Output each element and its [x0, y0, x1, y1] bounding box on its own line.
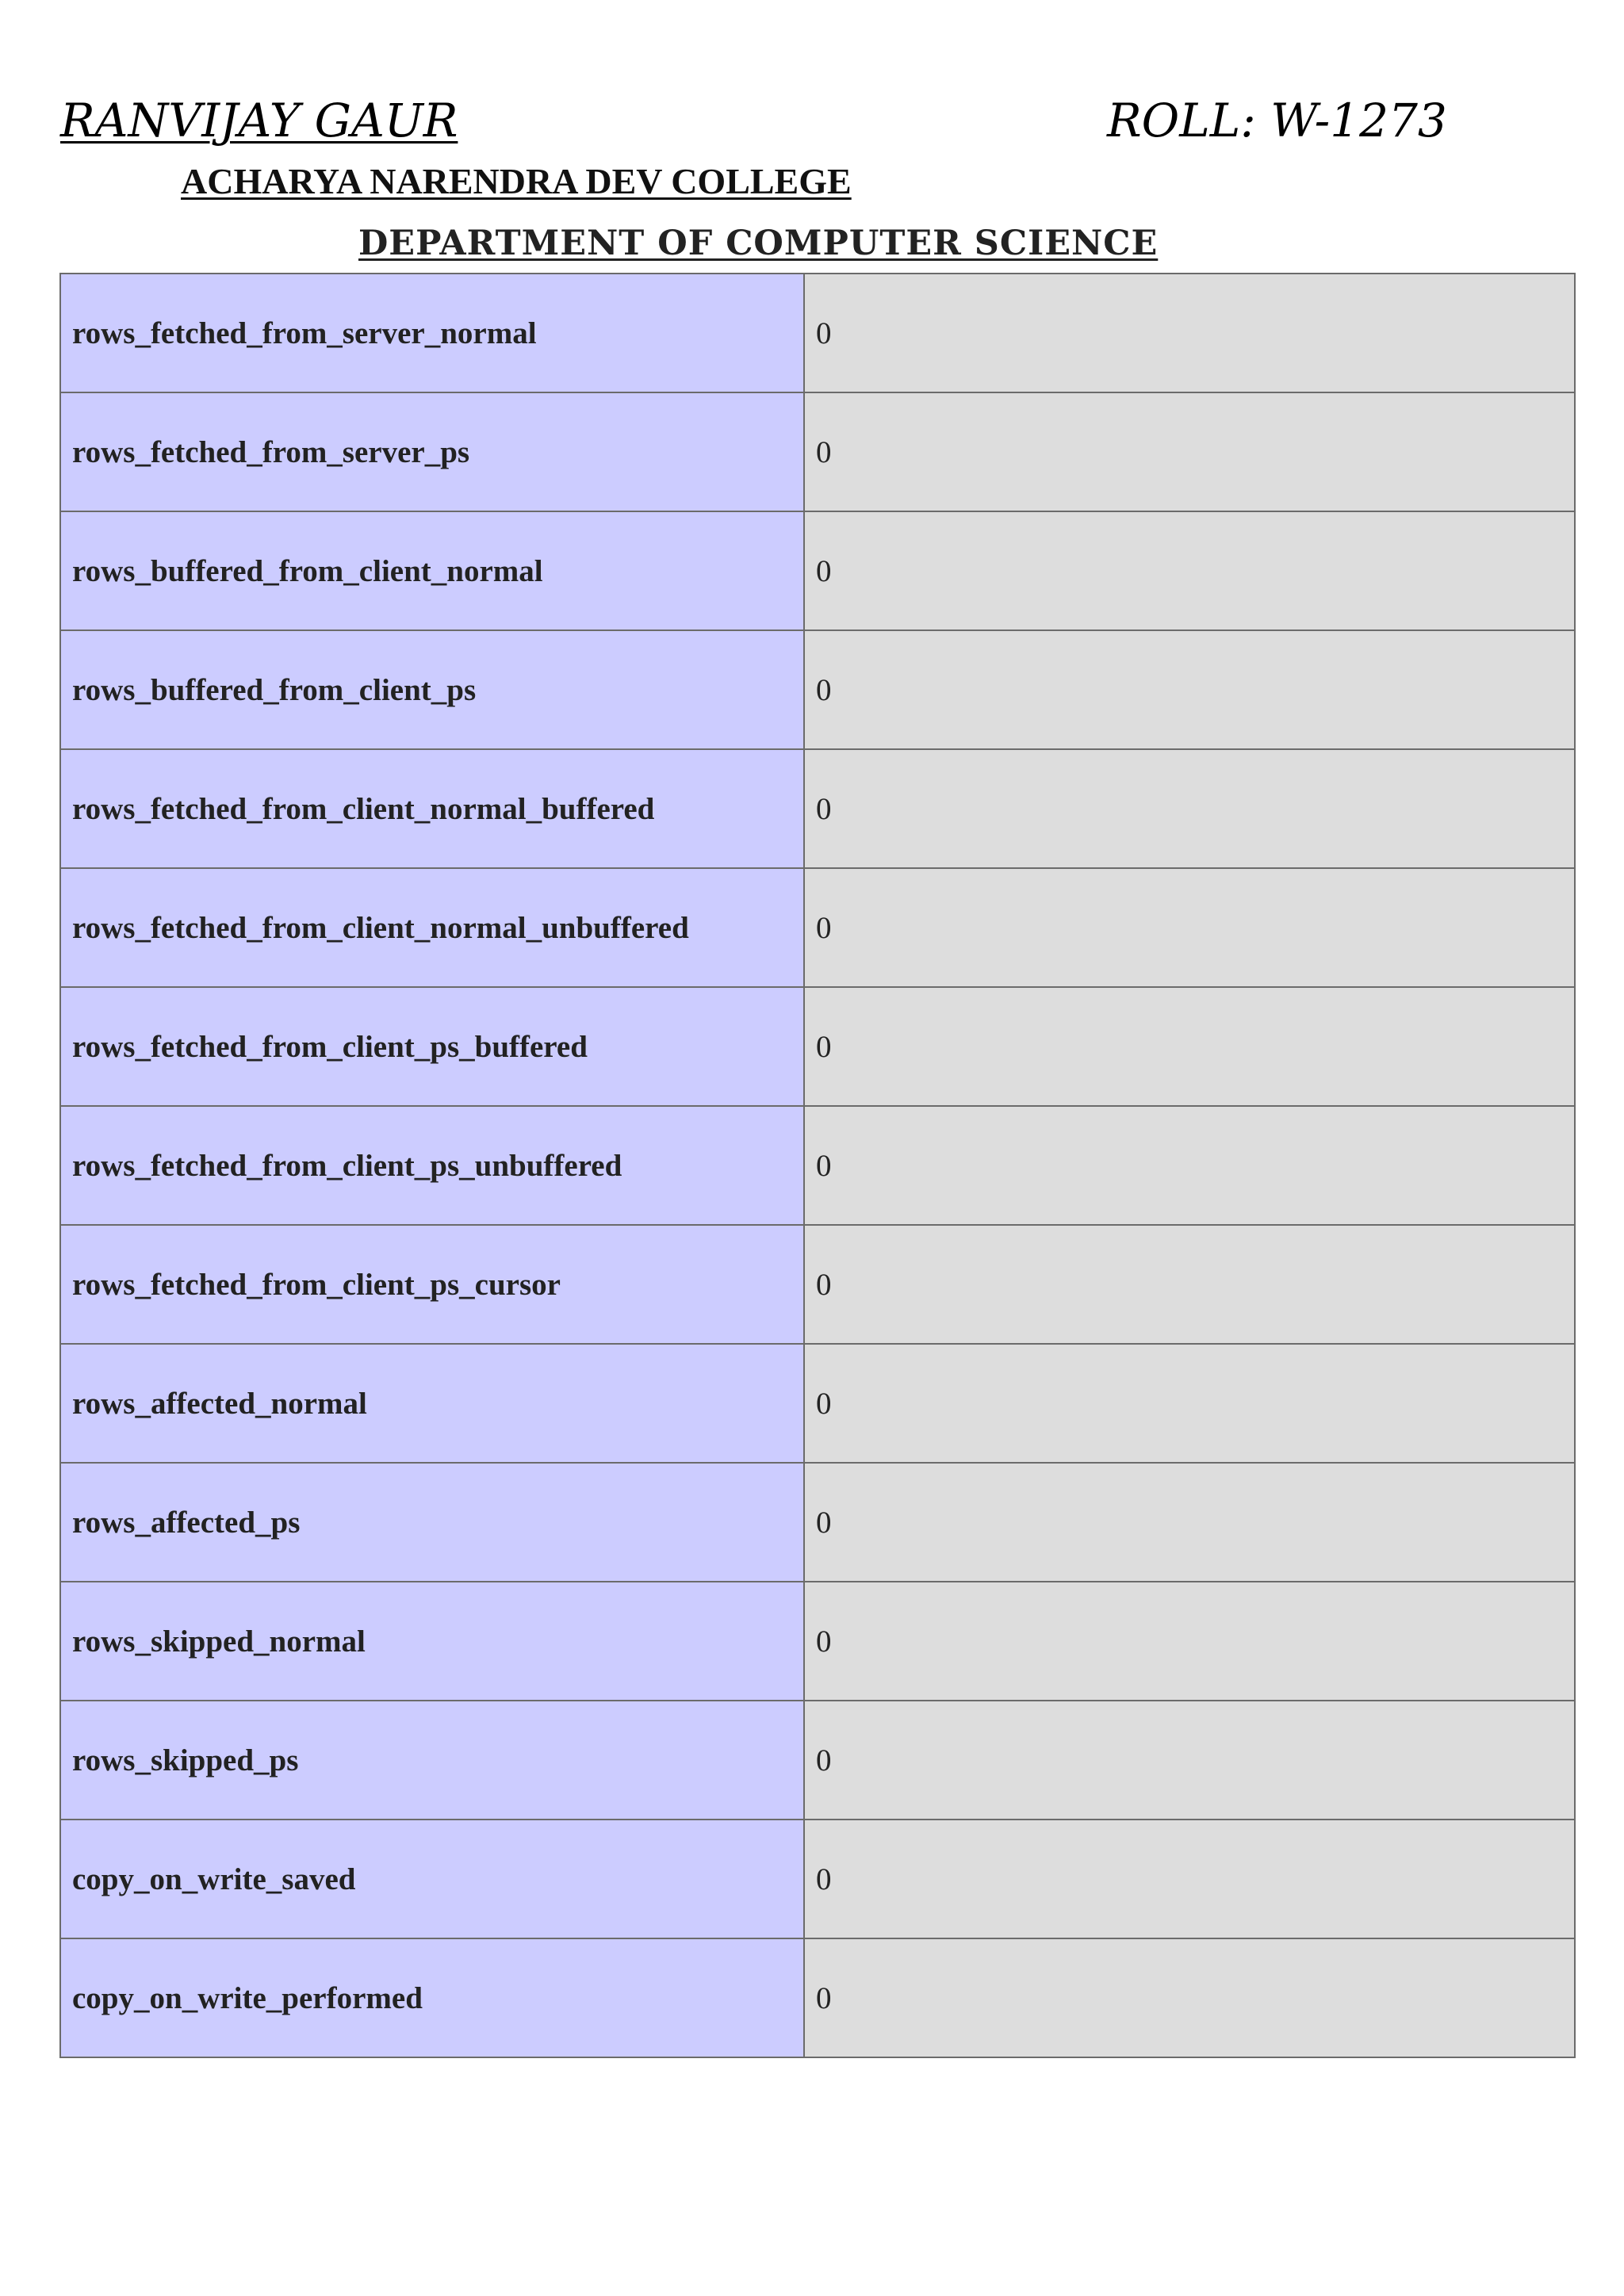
- table-row: [60, 274, 1575, 392]
- table-row: [60, 749, 1575, 868]
- student-name: RANVIJAY GAUR: [60, 94, 458, 147]
- row-value: 0: [804, 1225, 1575, 1344]
- row-value: 0: [804, 630, 1575, 749]
- row-value: 0: [804, 987, 1575, 1106]
- table-row: [60, 1225, 1575, 1344]
- row-value: 0: [804, 1344, 1575, 1463]
- page-header: [0, 0, 1624, 273]
- row-key: rows_fetched_from_server_ps: [60, 392, 804, 511]
- table-row: [60, 1938, 1575, 2057]
- statistics-table: [59, 273, 1576, 2058]
- table-row: [60, 987, 1575, 1106]
- row-value: 0: [804, 1106, 1575, 1225]
- table-row: [60, 511, 1575, 630]
- row-key: rows_fetched_from_client_ps_buffered: [60, 987, 804, 1106]
- row-key: rows_skipped_ps: [60, 1701, 804, 1820]
- row-value: 0: [804, 868, 1575, 987]
- table-row: [60, 1701, 1575, 1820]
- row-value: 0: [804, 1582, 1575, 1701]
- table-row: [60, 1106, 1575, 1225]
- row-value: 0: [804, 392, 1575, 511]
- table-row: [60, 868, 1575, 987]
- row-key: rows_fetched_from_client_normal_buffered: [60, 749, 804, 868]
- row-key: rows_affected_ps: [60, 1463, 804, 1582]
- row-key: rows_fetched_from_server_normal: [60, 274, 804, 392]
- row-key: rows_buffered_from_client_normal: [60, 511, 804, 630]
- row-key: rows_skipped_normal: [60, 1582, 804, 1701]
- row-key: rows_fetched_from_client_normal_unbuffered: [60, 868, 804, 987]
- row-value: 0: [804, 1938, 1575, 2057]
- row-value: 0: [804, 511, 1575, 630]
- row-value: 0: [804, 1701, 1575, 1820]
- row-key: copy_on_write_performed: [60, 1938, 804, 2057]
- table-row: [60, 1582, 1575, 1701]
- table-row: [60, 1463, 1575, 1582]
- college-name: ACHARYA NARENDRA DEV COLLEGE: [181, 161, 852, 201]
- table-row: [60, 1820, 1575, 1938]
- row-value: 0: [804, 274, 1575, 392]
- table-row: [60, 1344, 1575, 1463]
- table-row: [60, 630, 1575, 749]
- row-key: rows_fetched_from_client_ps_unbuffered: [60, 1106, 804, 1225]
- row-key: rows_buffered_from_client_ps: [60, 630, 804, 749]
- row-value: 0: [804, 749, 1575, 868]
- row-value: 0: [804, 1820, 1575, 1938]
- row-key: copy_on_write_saved: [60, 1820, 804, 1938]
- table-row: [60, 392, 1575, 511]
- department-name: DEPARTMENT OF COMPUTER SCIENCE: [358, 224, 1159, 263]
- row-key: rows_affected_normal: [60, 1344, 804, 1463]
- roll-number: ROLL: W-1273: [1107, 94, 1447, 147]
- row-value: 0: [804, 1463, 1575, 1582]
- row-key: rows_fetched_from_client_ps_cursor: [60, 1225, 804, 1344]
